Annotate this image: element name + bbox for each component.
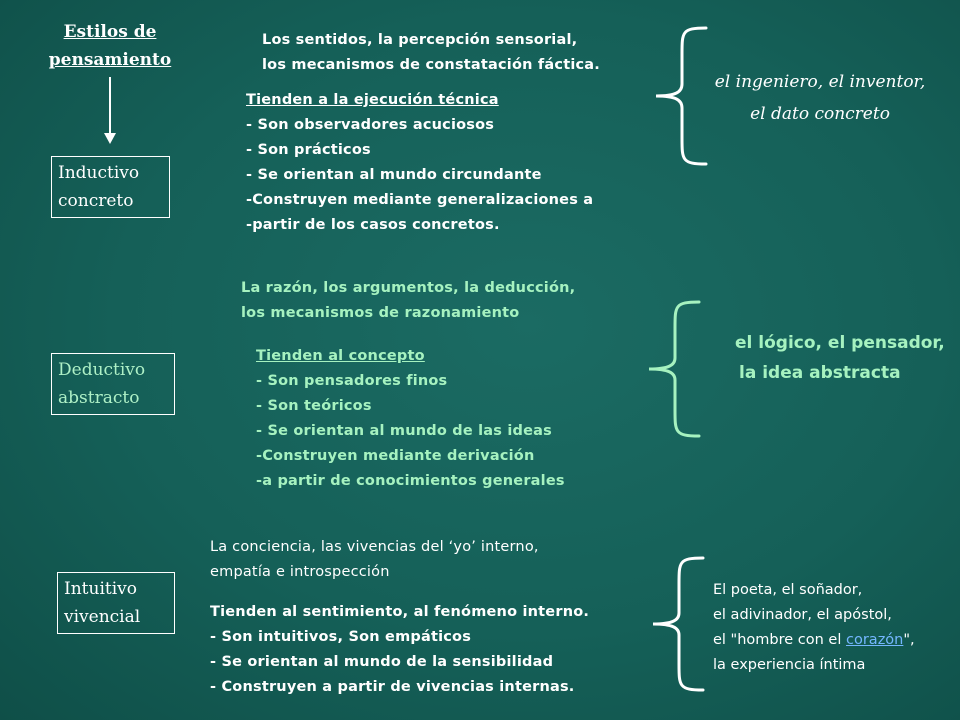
style-name-line: Intuitivo [64,579,137,599]
intuitive-traits [210,600,589,700]
corazon-link[interactable]: corazón [846,632,904,648]
deductive-description [241,276,575,326]
intuitive-description [210,535,539,585]
style-name-line: abstracto [58,388,140,408]
trait-item: -partir de los casos concretos. [246,217,500,233]
style-name-line: Inductivo [58,163,140,183]
title-line-1: Estilos de [63,22,157,42]
example-line: la experiencia íntima [713,657,866,673]
inductive-description [262,28,600,78]
description-line: los mecanismos de constatación fáctica. [262,57,600,73]
inductive-examples [690,66,950,130]
description-line: los mecanismos de razonamiento [241,305,520,321]
traits-heading: Tienden a la ejecución técnica [246,92,499,108]
example-text: el "hombre con el [713,632,846,648]
deductive-traits [256,344,565,494]
example-line: el ingeniero, el inventor, [714,72,926,92]
description-line: empatía e introspección [210,564,390,580]
down-arrow-line [109,77,111,134]
example-line: el adivinador, el apóstol, [713,607,892,623]
down-arrow-icon [104,133,116,144]
style-box-inductive [51,156,170,218]
style-box-intuitive [57,572,175,634]
example-line: la idea abstracta [739,363,901,383]
description-line: La conciencia, las vivencias del ‘yo’ interno, [210,539,539,555]
trait-item: - Se orientan al mundo circundante [246,167,542,183]
description-line: Los sentidos, la percepción sensorial, [262,32,578,48]
trait-item: -Construyen mediante generalizaciones a [246,192,594,208]
intuitive-examples [713,578,915,678]
style-name-line: vivencial [64,607,141,627]
curly-brace-icon [643,298,703,440]
example-line: El poeta, el soñador, [713,582,863,598]
trait-item: - Son teóricos [256,398,372,414]
example-text: ", [903,632,915,648]
style-box-deductive [51,353,175,415]
description-line: La razón, los argumentos, la deducción, [241,280,576,296]
trait-item: - Son prácticos [246,142,371,158]
example-line: el dato concreto [750,104,890,124]
trait-item: - Son pensadores finos [256,373,448,389]
trait-item: - Son observadores acuciosos [246,117,495,133]
inductive-traits [246,88,593,238]
trait-item: - Son intuitivos, Son empáticos [210,629,472,645]
trait-item: -a partir de conocimientos generales [256,473,565,489]
traits-heading: Tienden al concepto [256,348,425,364]
title-line-2: pensamiento [48,50,172,70]
diagram-title [40,18,180,74]
curly-brace-icon [647,554,707,694]
example-line [713,628,915,653]
trait-item: - Se orientan al mundo de las ideas [256,423,552,439]
style-name-line: concreto [58,191,134,211]
trait-item: - Se orientan al mundo de la sensibilidad [210,654,554,670]
trait-item: -Construyen mediante derivación [256,448,535,464]
example-line: el lógico, el pensador, [735,333,945,353]
style-name-line: Deductivo [58,360,146,380]
trait-item: - Construyen a partir de vivencias internas. [210,679,575,695]
deductive-examples [735,328,945,388]
traits-heading: Tienden al sentimiento, al fenómeno interno. [210,604,590,620]
